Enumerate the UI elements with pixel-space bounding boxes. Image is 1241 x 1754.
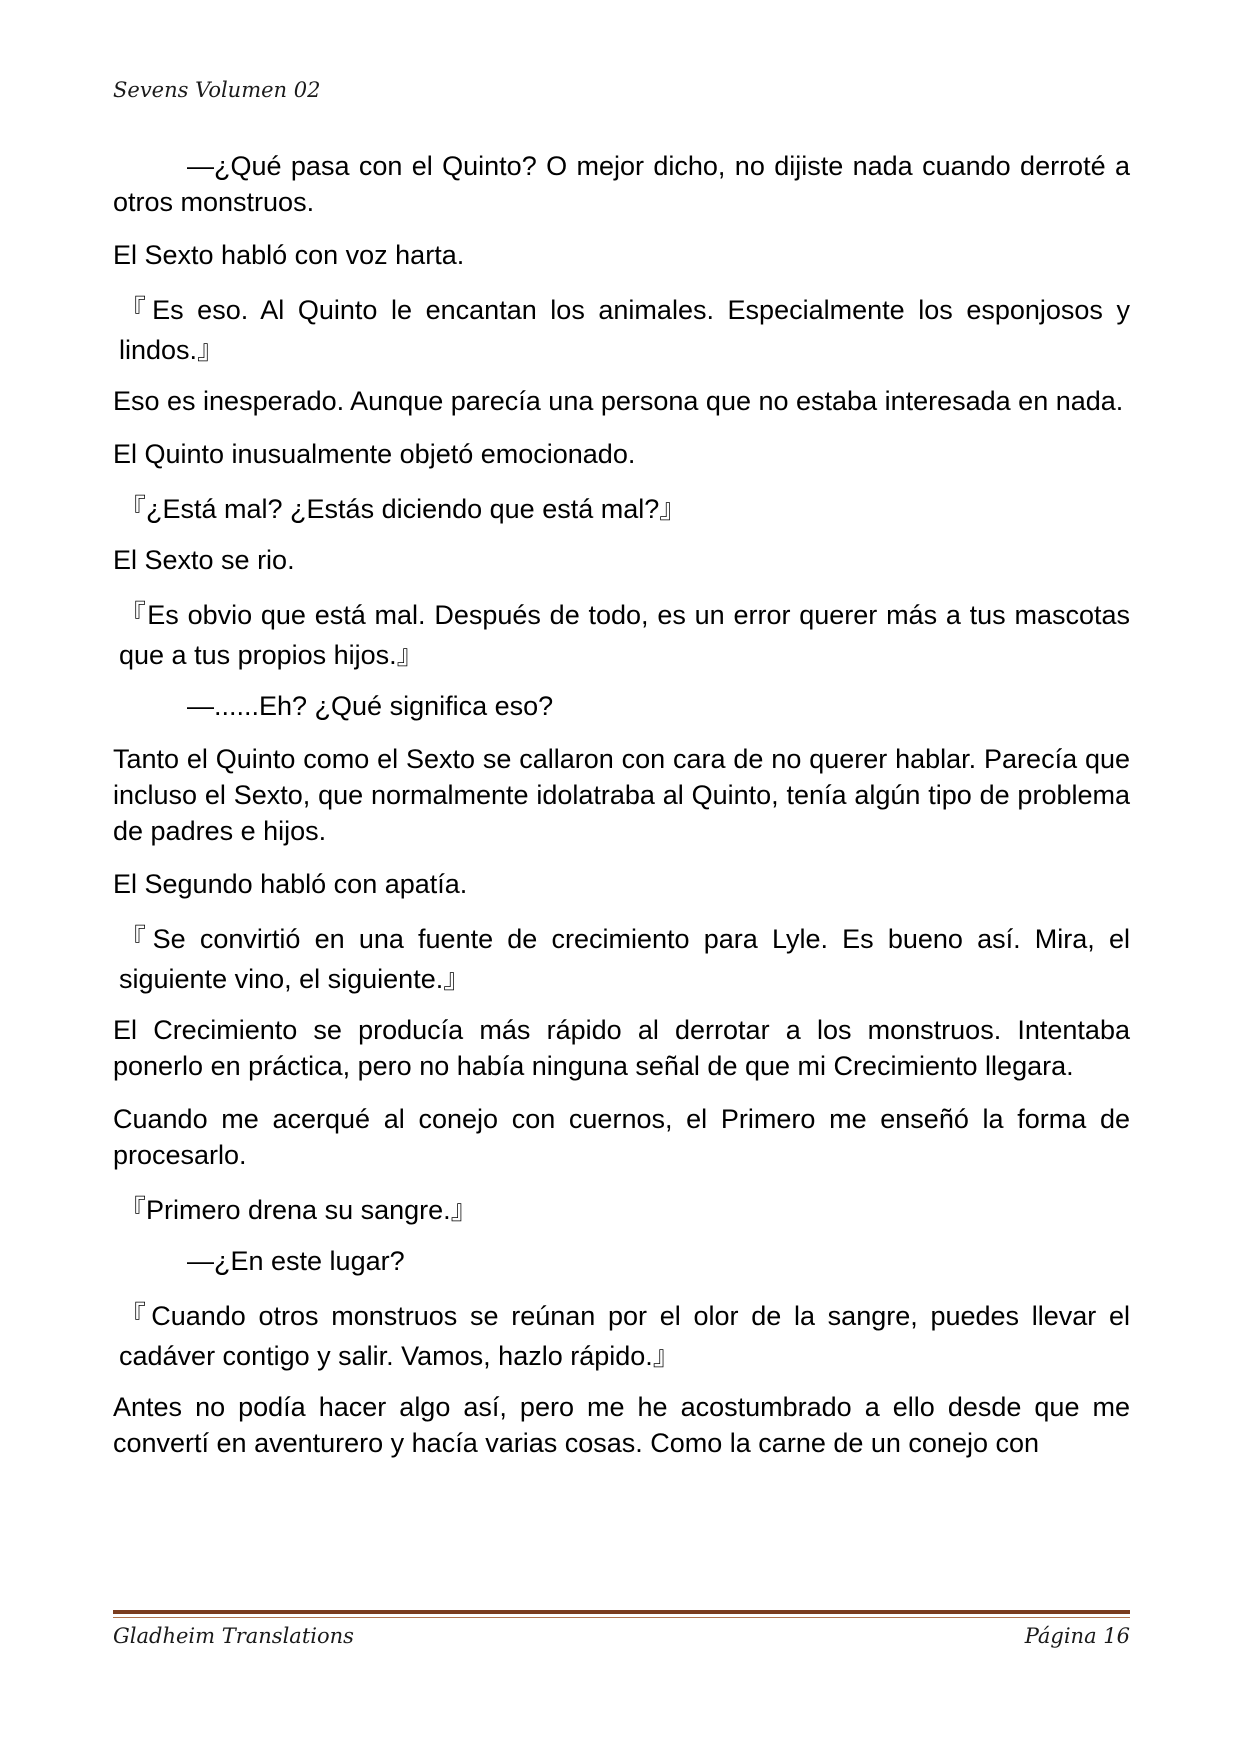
paragraph-dialogue-3: —¿En este lugar? [187,1246,405,1276]
paragraph-narration-8: Cuando me acerqué al conejo con cuernos, el Primero me enseñó la forma de procesarlo. [113,1104,1130,1170]
footer-divider-thin [113,1617,1130,1618]
footer-page-number: Página 16 [1024,1624,1130,1648]
paragraph-narration-6: El Segundo habló con apatía. [113,869,468,899]
paragraph-narration-7: El Crecimiento se producía más rápido al derrotar a los monstruos. Intentaba ponerlo en práctica, pero no había ninguna señal de que mi Crecimiento llegara. [113,1015,1130,1081]
paragraph-narration-3: El Quinto inusualmente objetó emocionado. [113,439,636,469]
paragraph-narration-5: Tanto el Quinto como el Sexto se callaron con cara de no querer hablar. Parecía que incluso el Sexto, que normalmente idolatraba al Quinto, tenía algún tipo de problema de padres e hijos. [113,744,1130,846]
paragraph-spirit-speech-4: 『Se convirtió en una fuente de crecimiento para Lyle. Es bueno así. Mira, el siguiente vino, el siguiente.』 [119,924,1130,994]
paragraph-spirit-speech-6: 『Cuando otros monstruos se reúnan por el olor de la sangre, puedes llevar el cadáver contigo y salir. Vamos, hazlo rápido.』 [119,1301,1130,1371]
paragraph-narration-2: Eso es inesperado. Aunque parecía una persona que no estaba interesada en nada. [113,386,1124,416]
paragraph-spirit-speech-1: 『Es eso. Al Quinto le encantan los animales. Especialmente los esponjosos y lindos.』 [119,295,1130,365]
paragraph-narration-9: Antes no podía hacer algo así, pero me he acostumbrado a ello desde que me convertí en aventurero y hacía varias cosas. Como la carne de un conejo con [113,1392,1130,1458]
document-body [113,148,1130,1478]
paragraph-dialogue-2: —......Eh? ¿Qué significa eso? [187,691,554,721]
page-header-title: Sevens Volumen 02 [113,78,321,102]
paragraph-spirit-speech-3: 『Es obvio que está mal. Después de todo, es un error querer más a tus mascotas que a tus propios hijos.』 [119,600,1130,670]
paragraph-spirit-speech-5: 『Primero drena su sangre.』 [119,1195,478,1225]
paragraph-spirit-speech-2: 『¿Está mal? ¿Estás diciendo que está mal?』 [119,494,687,524]
footer-translator-credit: Gladheim Translations [113,1624,354,1648]
paragraph-narration-4: El Sexto se rio. [113,545,295,575]
footer-divider [113,1610,1130,1614]
paragraph-narration-1: El Sexto habló con voz harta. [113,240,465,270]
page-footer [113,1624,1130,1648]
paragraph-dialogue-1: —¿Qué pasa con el Quinto? O mejor dicho, no dijiste nada cuando derroté a otros monstruos. [113,151,1130,217]
